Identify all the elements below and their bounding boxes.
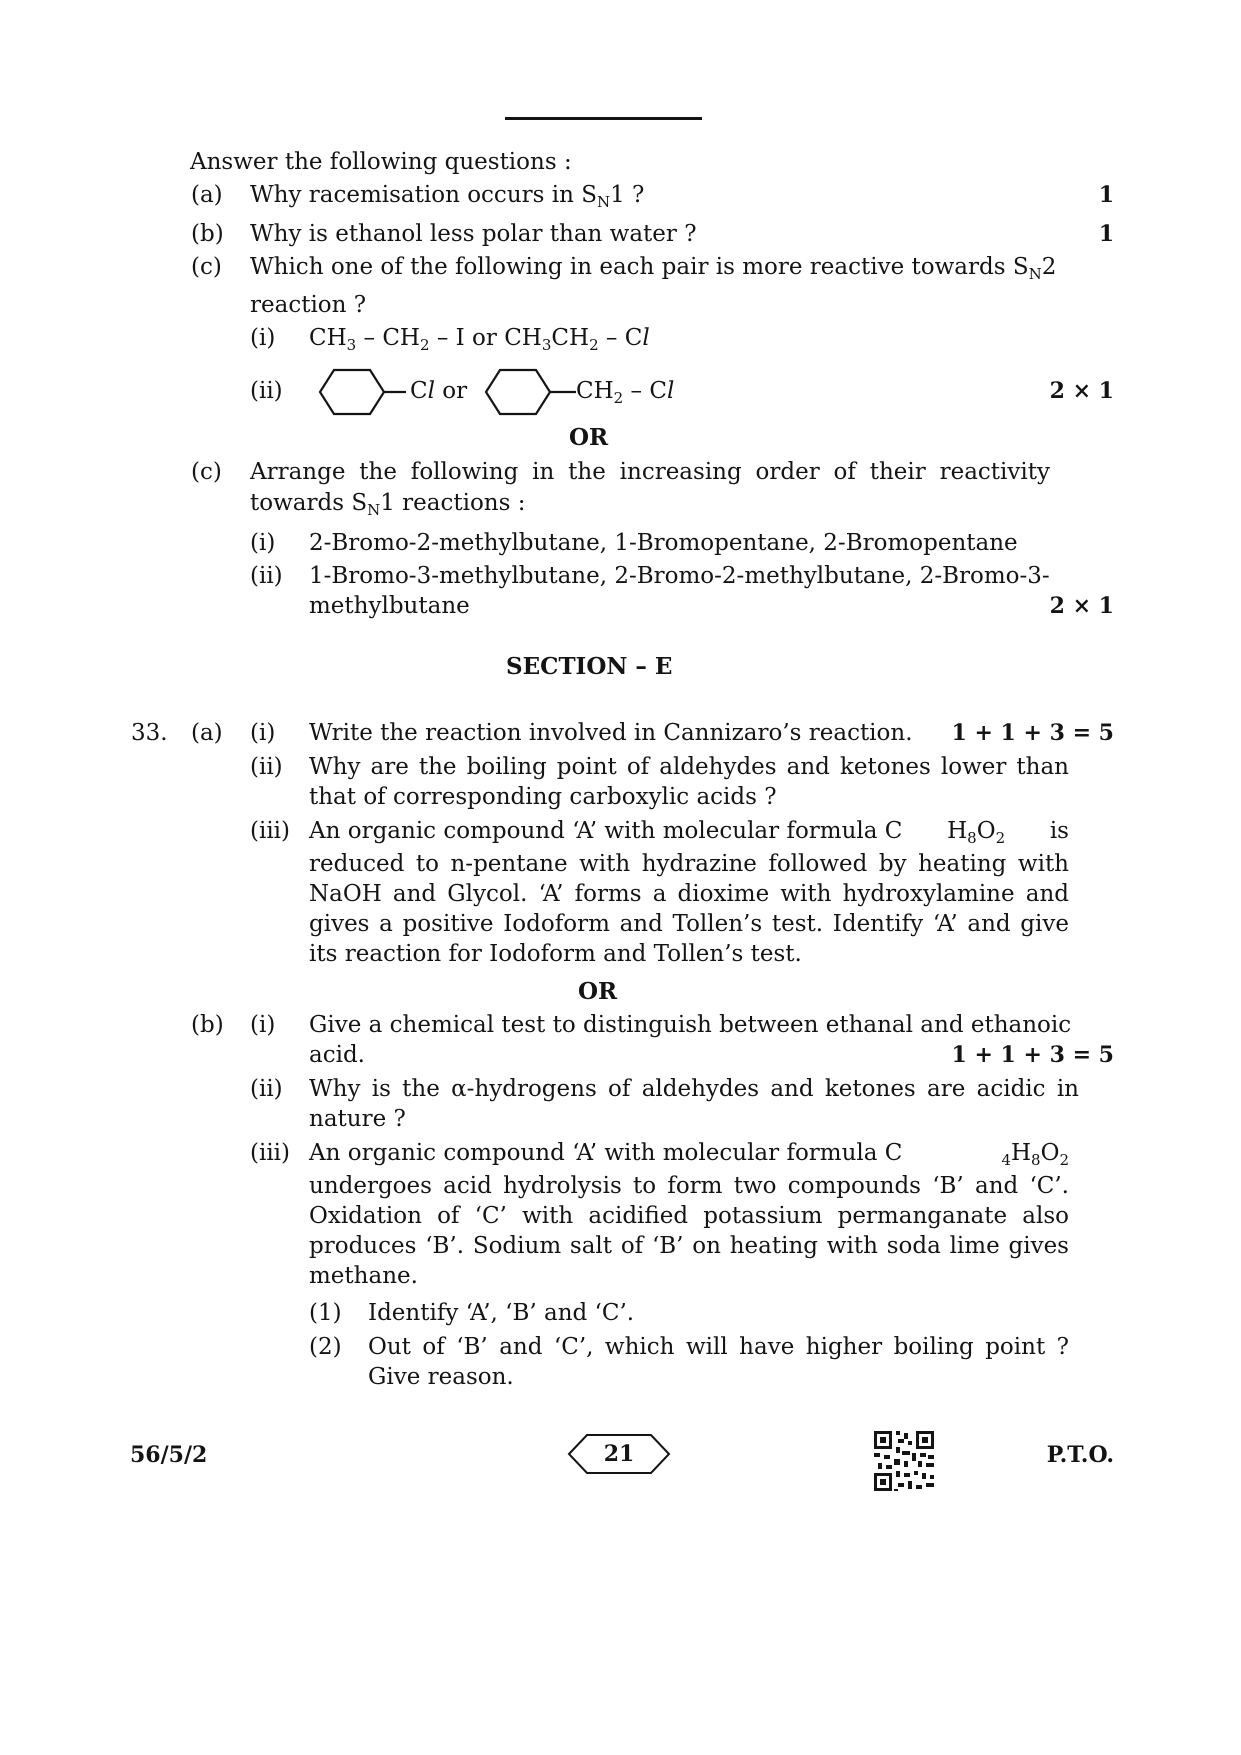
q33-bii-label: (ii): [250, 1076, 283, 1102]
q33-bii-text-cont: nature ?: [309, 1106, 406, 1132]
q33-ai-label: (i): [250, 720, 276, 746]
q32-ci-formula: $CH_3 - CH_2$ – I or $CH_3CH_2$ – Cl: [309, 325, 650, 354]
pto-label: P.T.O.: [1046, 1442, 1114, 1468]
q33-b1-label: (1): [309, 1300, 342, 1326]
q32-c2-label: (c): [191, 459, 222, 485]
cyclohexane-ring-1: [318, 367, 424, 417]
page-number: 21: [603, 1441, 635, 1467]
paper-code: 56/5/2: [130, 1442, 208, 1468]
q33-bi-text: Give a chemical test to distinguish between ethanal and ethanoic: [309, 1012, 1072, 1038]
q33-bii-text: Why is the α-hydrogens of aldehydes and ketones are acidic in: [309, 1076, 1079, 1102]
q32-c2i-label: (i): [250, 530, 276, 556]
q33-aiii-text: reduced to n-pentane with hydrazine followed by heating with NaOH and Glycol. ‘A’ forms a dioxime with hydroxylamine and gives a positive Iodoform and Tollen’s test. Identify ‘A’ and give its reaction for Iodoform and Tollen’s test.: [309, 851, 1069, 967]
q32-b-label: (b): [191, 221, 224, 247]
q32-a-label: (a): [191, 182, 223, 208]
cyclohexane-ring-2: [484, 367, 590, 417]
q33-biii-line1: An organic compound ‘A’ with molecular formula C $_4H_8O_2$: [309, 1140, 1069, 1169]
q33-b2-text: Out of ‘B’ and ‘C’, which will have higher boiling point ? Give reason.: [368, 1334, 1069, 1390]
q32-a-marks: 1: [1098, 182, 1114, 208]
q32-b-text: Why is ethanol less polar than water ?: [250, 221, 697, 247]
q33-a-label: (a): [191, 720, 223, 746]
q33-a-marks: 1 + 1 + 3 = 5: [951, 720, 1114, 746]
q33-ai-text: Write the reaction involved in Cannizaro’s reaction.: [309, 720, 913, 746]
q33-biii-text: undergoes acid hydrolysis to form two compounds ‘B’ and ‘C’. Oxidation of ‘C’ with acidified potassium permanganate also produces ‘B’. Sodium salt of ‘B’ on heating with soda lime gives methane.: [309, 1173, 1069, 1289]
q32-intro: Answer the following questions :: [190, 149, 572, 175]
q32-c-marks: 2 × 1: [1049, 378, 1114, 404]
q33-aiii-line1: An organic compound ‘A’ with molecular formula C $H_8O_2$ is: [309, 818, 1069, 847]
section-title: SECTION – E: [506, 653, 673, 680]
q32-ci-label: (i): [250, 325, 276, 351]
or-separator-2: OR: [578, 978, 618, 1005]
qr-code-icon: [872, 1429, 936, 1493]
q32-c2-text-cont: towards $S_N1$ reactions :: [250, 490, 526, 519]
q33-bi-label: (i): [250, 1012, 276, 1038]
q32-c2ii-text: 1-Bromo-3-methylbutane, 2-Bromo-2-methylbutane, 2-Bromo-3-: [309, 563, 1050, 589]
q32-c2-marks: 2 × 1: [1049, 593, 1114, 619]
q32-cii-text-2: $CH_2$ – Cl: [576, 378, 675, 407]
q32-c2ii-label: (ii): [250, 563, 283, 589]
q33-aiii-label: (iii): [250, 818, 291, 844]
q33-aii-label: (ii): [250, 754, 283, 780]
q33-number: 33.: [131, 720, 168, 746]
q33-b2-label: (2): [309, 1334, 342, 1360]
q33-b1-text: Identify ‘A’, ‘B’ and ‘C’.: [368, 1300, 635, 1326]
q32-c2-text: Arrange the following in the increasing order of their reactivity: [250, 459, 1050, 485]
q32-c2ii-text-cont: methylbutane: [309, 593, 470, 619]
q32-c-label: (c): [191, 254, 222, 280]
q33-bi-text-cont: acid.: [309, 1042, 365, 1068]
q33-b-label: (b): [191, 1012, 224, 1038]
q32-cii-text-1: Cl or: [410, 378, 468, 404]
q32-a-text: Why racemisation occurs in $S_N1$ ?: [250, 182, 645, 211]
q32-c-text: Which one of the following in each pair is more reactive towards $S_N2$: [250, 254, 1057, 283]
q33-aii-text: Why are the boiling point of aldehydes and ketones lower than: [309, 754, 1069, 780]
q32-cii-label: (ii): [250, 378, 283, 404]
q32-b-marks: 1: [1098, 221, 1114, 247]
top-rule: [505, 117, 702, 120]
q33-b-marks: 1 + 1 + 3 = 5: [951, 1042, 1114, 1068]
q33-aii-text-cont: that of corresponding carboxylic acids ?: [309, 784, 777, 810]
q32-c-text-cont: reaction ?: [250, 292, 367, 318]
q32-c2i-text: 2-Bromo-2-methylbutane, 1-Bromopentane, 2-Bromopentane: [309, 530, 1018, 556]
or-separator-1: OR: [569, 424, 609, 451]
q33-biii-label: (iii): [250, 1140, 291, 1166]
